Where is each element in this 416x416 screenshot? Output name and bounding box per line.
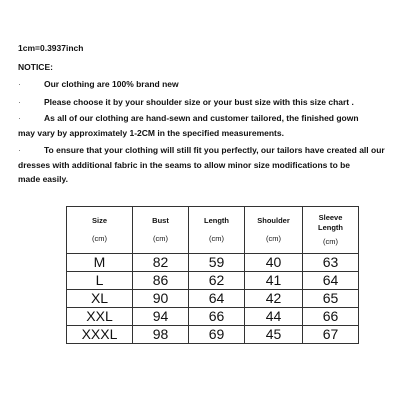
cell-bust: 86	[133, 272, 189, 290]
cell-size: XXL	[67, 308, 133, 326]
header-size-label: Size	[91, 216, 107, 225]
cell-sleeve-length: 67	[303, 326, 359, 344]
header-sleeve-length	[303, 207, 359, 254]
bullet-dot: ·	[18, 145, 21, 155]
header-shoulder	[245, 207, 303, 254]
header-bust	[133, 207, 189, 254]
cell-shoulder: 42	[245, 290, 303, 308]
cell-length: 69	[189, 326, 245, 344]
bullet-dot: ·	[18, 79, 21, 89]
cell-shoulder: 40	[245, 254, 303, 272]
header-sleeve-unit: (cm)	[323, 237, 338, 246]
cell-bust: 82	[133, 254, 189, 272]
header-bust-unit: (cm)	[153, 234, 168, 243]
bullet-dot: ·	[18, 97, 21, 107]
cell-length: 66	[189, 308, 245, 326]
notice-item-4-text-cont2: made easily.	[18, 174, 68, 184]
notice-item-3	[18, 111, 410, 140]
header-sleeve-label-2: Length	[318, 223, 343, 232]
notice-item-1-text: Our clothing are 100% brand new	[44, 79, 179, 89]
header-bust-label: Bust	[152, 216, 169, 225]
header-length-label: Length	[204, 216, 229, 225]
cell-shoulder: 41	[245, 272, 303, 290]
header-shoulder-unit: (cm)	[266, 234, 281, 243]
cell-size: L	[67, 272, 133, 290]
notice-title: NOTICE:	[18, 62, 53, 72]
cell-size: XL	[67, 290, 133, 308]
notice-item-2-text: Please choose it by your shoulder size or your bust size with this size chart .	[44, 97, 354, 107]
header-sleeve-label: Sleeve	[318, 213, 343, 222]
cell-sleeve-length: 64	[303, 272, 359, 290]
cell-size: XXXL	[67, 326, 133, 344]
cell-length: 62	[189, 272, 245, 290]
cell-bust: 94	[133, 308, 189, 326]
table-header-row	[67, 207, 359, 254]
notice-item-4-text: To ensure that your clothing will still fit you perfectly, our tailors have created all our	[44, 145, 385, 155]
notice-item-1	[18, 77, 410, 92]
table-row	[67, 272, 359, 290]
unit-conversion: 1cm=0.3937inch	[18, 43, 84, 53]
cell-shoulder: 45	[245, 326, 303, 344]
notice-item-3-text-cont: may vary by approximately 1-2CM in the specified measurements.	[18, 127, 284, 138]
cell-bust: 98	[133, 326, 189, 344]
notice-item-4-text-cont: dresses with additional fabric in the seams to allow minor size modifications to be	[18, 159, 351, 170]
table-row	[67, 254, 359, 272]
table-row	[67, 290, 359, 308]
cell-length: 59	[189, 254, 245, 272]
bullet-dot: ·	[18, 113, 21, 123]
notice-item-3-text: As all of our clothing are hand-sewn and customer tailored, the finished gown	[44, 113, 359, 123]
notice-item-4	[18, 143, 410, 187]
cell-sleeve-length: 65	[303, 290, 359, 308]
header-shoulder-label: Shoulder	[257, 216, 290, 225]
cell-shoulder: 44	[245, 308, 303, 326]
cell-length: 64	[189, 290, 245, 308]
header-size-unit: (cm)	[92, 234, 107, 243]
notice-item-2	[18, 95, 410, 110]
cell-bust: 90	[133, 290, 189, 308]
cell-sleeve-length: 63	[303, 254, 359, 272]
cell-sleeve-length: 66	[303, 308, 359, 326]
table-row	[67, 308, 359, 326]
header-length-unit: (cm)	[209, 234, 224, 243]
table-row	[67, 326, 359, 344]
size-chart-table	[66, 206, 359, 344]
cell-size: M	[67, 254, 133, 272]
header-size	[67, 207, 133, 254]
header-length	[189, 207, 245, 254]
